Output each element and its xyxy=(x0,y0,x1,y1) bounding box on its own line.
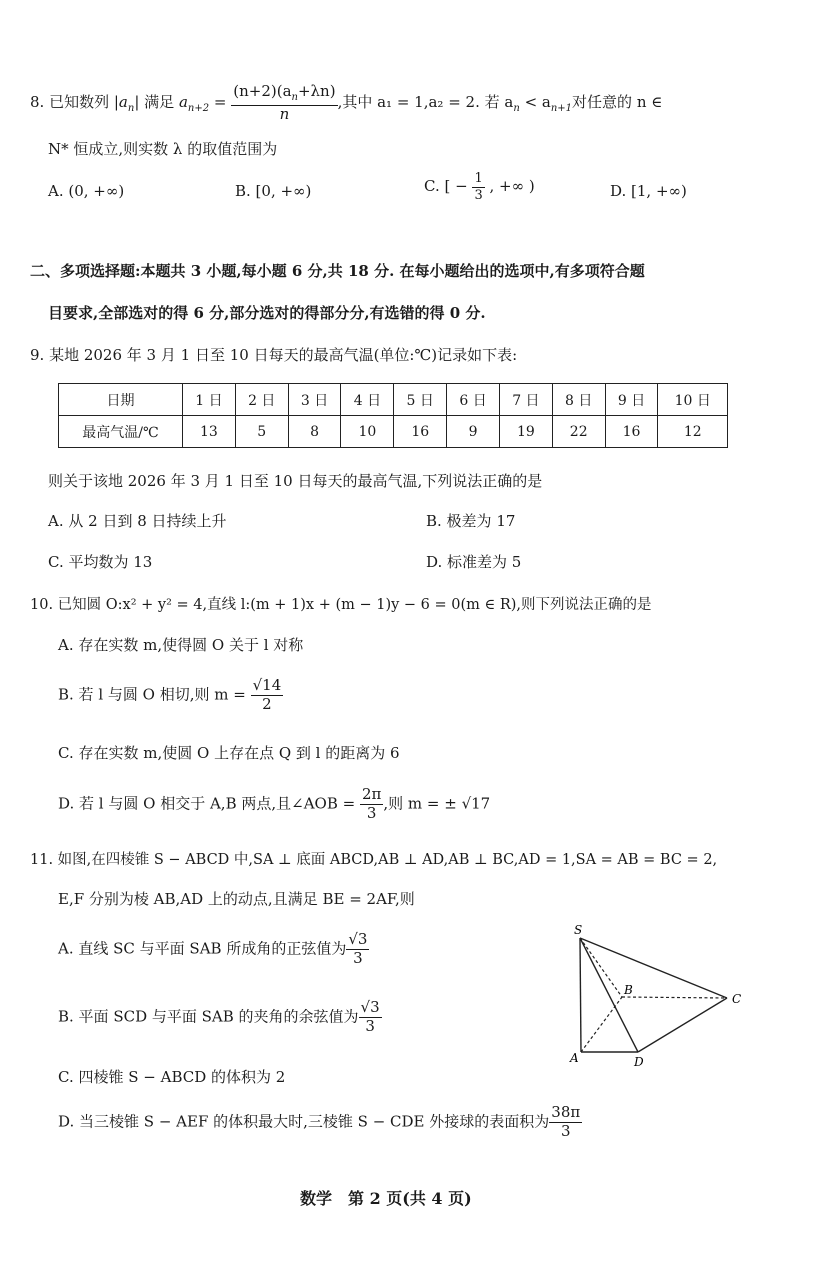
table-cell: 9 xyxy=(447,416,500,448)
table-header-temp: 最高气温/℃ xyxy=(59,416,183,448)
q10-stem: 10. 已知圆 O:x² + y² = 4,直线 l:(m + 1)x + (m − 1)y − 6 = 0(m ∈ R),则下列说法正确的是 xyxy=(30,597,652,613)
table-row xyxy=(59,416,728,448)
table-cell: 8 xyxy=(288,416,341,448)
q10-option-c: C. 存在实数 m,使圆 O 上存在点 Q 到 l 的距离为 6 xyxy=(58,744,400,762)
table-header-date: 日期 xyxy=(59,384,183,416)
edge-sc xyxy=(580,938,727,998)
edge-ab xyxy=(581,997,622,1052)
table-cell: 1 日 xyxy=(183,384,236,416)
q11-option-c: C. 四棱锥 S − ABCD 的体积为 2 xyxy=(58,1068,286,1086)
table-cell: 16 xyxy=(605,416,658,448)
temperature-table xyxy=(58,383,728,448)
label-c: C xyxy=(732,992,742,1006)
q8-option-b: B. [0, +∞) xyxy=(235,182,312,200)
q9-option-a: A. 从 2 日到 8 日持续上升 xyxy=(48,512,227,530)
table-cell: 2 日 xyxy=(235,384,288,416)
table-cell: 5 日 xyxy=(394,384,447,416)
table-cell: 22 xyxy=(552,416,605,448)
q8-line1: 8. 已知数列 $|a_n|$ 满足 $a_{n+2}$ = $\frac{(n+2)(a_n+\lambda n)}{n}$ ,其中 a₁ = 1,a₂ = 2. 若 $a_n < a_{n+1}$对任意的 n ∈ xyxy=(30,82,663,123)
table-cell: 6 日 xyxy=(447,384,500,416)
q11-option-d: D. 当三棱锥 S − AEF 的体积最大时,三棱锥 S − CDE 外接球的表面积为 $\frac{38\pi}{3}$ xyxy=(58,1103,581,1140)
q8-formula-fraction: $\frac{(n+2)(a_n+\lambda n)}{n}$ xyxy=(233,82,336,123)
q11-option-a: A. 直线 SC 与平面 SAB 所成角的正弦值为 $\frac{√3}{3}$ xyxy=(58,930,368,967)
q11-stem-line1: 11. 如图,在四棱锥 S − ABCD 中,SA ⊥ 底面 ABCD,AB ⊥ AD,AB ⊥ BC,AD = 1,SA = AB = BC = 2, xyxy=(30,852,718,868)
table-cell: 16 xyxy=(394,416,447,448)
edge-bc xyxy=(622,997,727,998)
q8-option-d: D. [1, +∞) xyxy=(610,182,687,200)
q9-option-b: B. 极差为 17 xyxy=(426,512,516,530)
q9-option-d: D. 标准差为 5 xyxy=(426,553,522,571)
table-cell: 10 xyxy=(341,416,394,448)
table-cell: 3 日 xyxy=(288,384,341,416)
table-cell: 5 xyxy=(235,416,288,448)
q8-option-a: A. (0, +∞) xyxy=(48,182,125,200)
table-cell: 19 xyxy=(499,416,552,448)
table-cell: 10 日 xyxy=(658,384,728,416)
q10-option-b: B. 若 l 与圆 O 相切,则 m = $\frac{√14}{2}$ xyxy=(58,676,282,713)
q11-option-b: B. 平面 SCD 与平面 SAB 的夹角的余弦值为 $\frac{√3}{3}$ xyxy=(58,998,380,1035)
q8-line2: N* 恒成立,则实数 λ 的取值范围为 xyxy=(48,140,278,158)
section2-line1: 二、多项选择题:本题共 3 小题,每小题 6 分,共 18 分. 在每小题给出的选项中,有多项符合题 xyxy=(30,262,645,280)
table-cell: 4 日 xyxy=(341,384,394,416)
q9-option-c: C. 平均数为 13 xyxy=(48,553,153,571)
table-cell: 7 日 xyxy=(499,384,552,416)
table-cell: 9 日 xyxy=(605,384,658,416)
q8-option-c: C. [ − $\frac{1}{3}$ , +∞ ) xyxy=(424,171,535,203)
q9-question: 则关于该地 2026 年 3 月 1 日至 10 日每天的最高气温,下列说法正确的是 xyxy=(48,472,543,490)
table-cell: 8 日 xyxy=(552,384,605,416)
pyramid-figure xyxy=(562,922,762,1072)
q10-option-a: A. 存在实数 m,使得圆 O 关于 l 对称 xyxy=(58,636,304,654)
q9-stem: 9. 某地 2026 年 3 月 1 日至 10 日每天的最高气温(单位:℃)记录如下表: xyxy=(30,346,518,364)
label-s: S xyxy=(574,923,583,937)
label-b: B xyxy=(624,983,633,997)
table-row xyxy=(59,384,728,416)
q11-stem-line2: E,F 分别为棱 AB,AD 上的动点,且满足 BE = 2AF,则 xyxy=(58,890,415,908)
section2-line2: 目要求,全部选对的得 6 分,部分选对的得部分分,有选错的得 0 分. xyxy=(48,304,486,322)
table-cell: 13 xyxy=(183,416,236,448)
page-footer: 数学 第 2 页(共 4 页) xyxy=(300,1189,472,1208)
edge-sa xyxy=(580,938,581,1052)
table-cell: 12 xyxy=(658,416,728,448)
label-a: A xyxy=(570,1051,579,1065)
q10-option-d: D. 若 l 与圆 O 相交于 A,B 两点,且∠AOB = $\frac{2\pi}{3}$ ,则 m = ± √17 xyxy=(58,785,491,822)
edge-dc xyxy=(638,998,727,1052)
label-d: D xyxy=(634,1055,644,1069)
